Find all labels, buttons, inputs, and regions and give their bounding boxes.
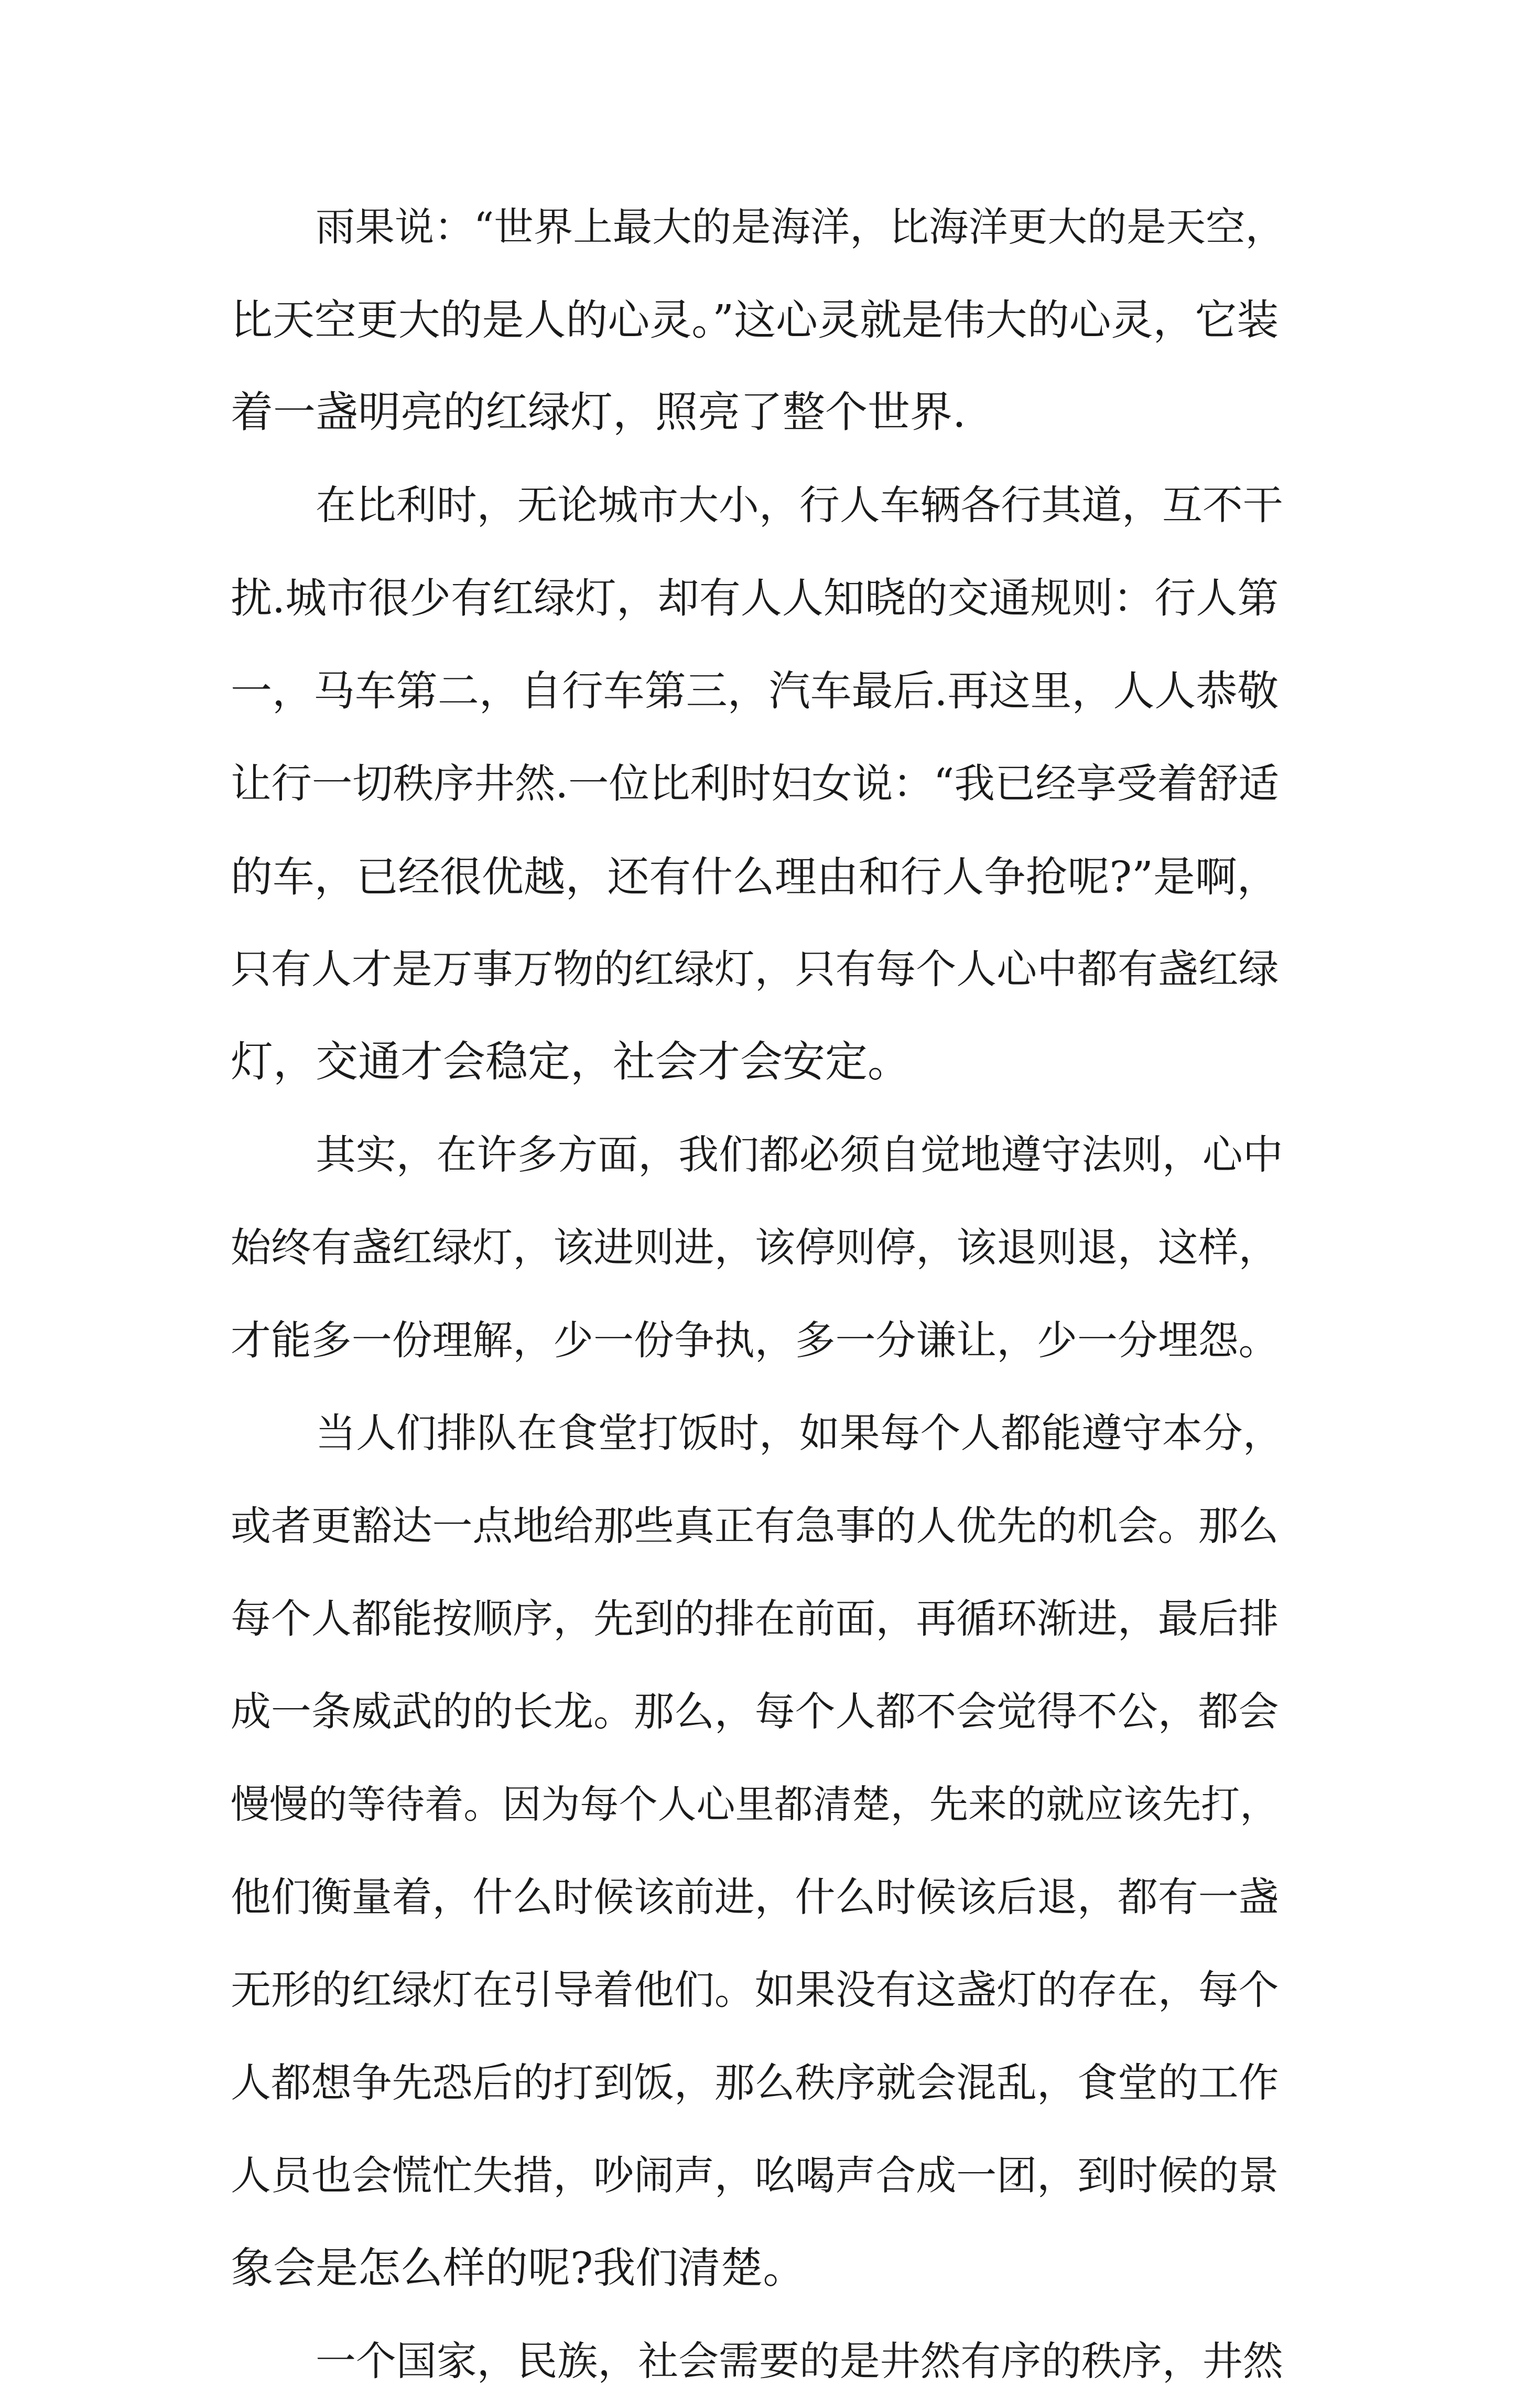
text-line: 只有人才是万事万物的红绿灯，只有每个人心中都有盏红绿: [231, 946, 1279, 993]
document-body: [231, 181, 1290, 2408]
text-line: 当人们排队在食堂打饭时，如果每个人都能遵守本分，: [316, 1410, 1283, 1457]
text-line: 的车，已经很优越，还有什么理由和行人争抢呢?”是啊，: [231, 852, 1279, 901]
text-line: 慢慢的等待着。因为每个人心里都清楚，先来的就应该先打，: [231, 1782, 1279, 1827]
text-line: 着一盏明亮的红绿灯，照亮了整个世界.: [231, 388, 966, 437]
text-line: 或者更豁达一点地给那些真正有急事的人优先的机会。那么: [231, 1503, 1279, 1550]
text-line: 灯，交通才会稳定，社会才会安定。: [231, 1038, 911, 1087]
text-line: 才能多一份理解，少一份争执，多一分谦让，少一分埋怨。: [231, 1318, 1279, 1364]
text-line: 他们衡量着，什么时候该前进，什么时候该后退，都有一盏: [231, 1874, 1279, 1921]
text-line: 成一条威武的的长龙。那么，每个人都不会觉得不公，都会: [231, 1689, 1279, 1735]
text-line: 比天空更大的是人的心灵。”这心灵就是伟大的心灵，它装: [231, 296, 1279, 344]
text-line: 象会是怎么样的呢?我们清楚。: [231, 2244, 806, 2293]
text-line: 其实，在许多方面，我们都必须自觉地遵守法则，心中: [316, 1132, 1283, 1179]
text-line: 雨果说：“世界上最大的是海洋，比海洋更大的是天空，: [316, 204, 1285, 250]
text-line: 每个人都能按顺序，先到的排在前面，再循环渐进，最后排: [231, 1596, 1279, 1643]
text-line: 人都想争先恐后的打到饭，那么秩序就会混乱，食堂的工作: [231, 2060, 1279, 2107]
text-line: 始终有盏红绿灯，该进则进，该停则停，该退则退，这样，: [231, 1225, 1279, 1271]
text-line: 让行一切秩序井然.一位比利时妇女说：“我已经享受着舒适: [231, 760, 1279, 807]
text-line: 人员也会慌忙失措，吵闹声，吆喝声合成一团，到时候的景: [231, 2153, 1279, 2199]
text-line: 无形的红绿灯在引导着他们。如果没有这盏灯的存在，每个: [231, 1967, 1279, 2014]
text-line: 在比利时，无论城市大小，行人车辆各行其道，互不干: [316, 482, 1283, 529]
text-line: 扰.城市很少有红绿灯，却有人人知晓的交通规则：行人第: [231, 574, 1279, 622]
text-line: 一个国家，民族，社会需要的是井然有序的秩序，井然: [316, 2338, 1283, 2385]
text-line: 一，马车第二，自行车第三，汽车最后.再这里，人人恭敬: [231, 667, 1279, 715]
